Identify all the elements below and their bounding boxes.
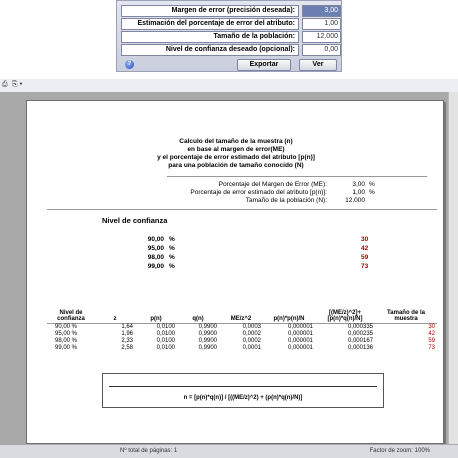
table-cell: 2,58 (121, 345, 133, 351)
table-row (47, 345, 437, 352)
view-button[interactable]: Ver (299, 59, 337, 71)
copy-dropdown-icon[interactable]: ⎘ ▾ (12, 81, 23, 88)
confidence-level-95: 95,00 (147, 245, 164, 252)
formula-box (102, 373, 384, 408)
table-cell: 0,0001 (242, 345, 261, 351)
table-cell: 73 (428, 345, 435, 351)
margin-error-label: Margen de error (precisión deseada): (121, 5, 299, 17)
sample-size-90: 30 (361, 236, 369, 243)
param-margin-unit: % (369, 181, 375, 188)
population-label: Tamaño de la población: (121, 31, 299, 43)
table-cell: 95,00 % (55, 331, 78, 337)
table-cell: 1,64 (121, 324, 133, 330)
confidence-level-90: 90,00 (147, 236, 164, 243)
table-cell: 99,00 % (55, 345, 78, 351)
error-percent-label: Estimación del porcentaje de error del atributo: (121, 18, 299, 30)
confidence-unit-99: % (169, 263, 175, 270)
confidence-unit-98: % (169, 254, 175, 261)
parameters-panel (116, 0, 342, 72)
table-row (47, 338, 437, 345)
col-header-sum: [(ME/z)^2]+ [p(n)*q(n)/N] (315, 309, 375, 324)
confidence-level-99: 99,00 (147, 263, 164, 270)
table-cell: 0,0002 (242, 338, 261, 344)
confidence-unit-95: % (169, 245, 175, 252)
table-cell: 42 (428, 331, 435, 337)
error-percent-input[interactable]: 1,00 (302, 18, 341, 30)
table-cell: 0,000136 (347, 345, 373, 351)
report-title-line-1: Calculo del tamaño de la muestra (n) (179, 138, 293, 145)
col-header-pn-pn-n: p(n)*p(n)/N (263, 309, 315, 324)
formula-text: n = [p(n)*q(n)] / [((ME/z)^2) + (p(n)*q(n)/N)] (183, 395, 303, 401)
table-row (47, 324, 437, 332)
vertical-scrollbar[interactable] (448, 92, 458, 444)
table-cell: 0,0002 (242, 331, 261, 337)
table-cell: 0,9900 (198, 338, 217, 344)
table-cell: 0,0100 (156, 345, 175, 351)
confidence-level-98: 98,00 (147, 254, 164, 261)
param-error-unit: % (369, 189, 375, 196)
export-button[interactable]: Exportar (237, 59, 291, 71)
sample-size-98: 59 (361, 254, 369, 261)
results-table (47, 309, 437, 352)
table-cell: 98,00 % (55, 338, 78, 344)
table-cell: 0,0100 (156, 338, 175, 344)
col-header-confidence: Nivel de confianza (47, 309, 95, 324)
table-cell: 90,00 % (55, 324, 78, 330)
table-cell: 0,000167 (347, 338, 373, 344)
col-header-pn: p(n) (135, 309, 177, 324)
table-cell: 0,9900 (198, 331, 217, 337)
table-cell: 0,000001 (287, 331, 313, 337)
confidence-heading: Nivel de confianza (102, 216, 168, 225)
sample-size-95: 42 (361, 245, 369, 252)
table-cell: 30 (428, 324, 435, 330)
col-header-me-z2: ME/z^2 (219, 309, 263, 324)
col-header-qn: q(n) (177, 309, 219, 324)
table-cell: 0,000235 (347, 331, 373, 337)
confidence-unit-90: % (169, 236, 175, 243)
zoom-factor-label: Factor de zoom: 100% (369, 448, 430, 454)
status-bar (0, 444, 458, 458)
table-cell: 0,000335 (347, 324, 373, 330)
param-margin-value: 3,00 (352, 181, 365, 188)
col-header-z: z (95, 309, 135, 324)
table-row (47, 331, 437, 338)
param-error-value: 1,00 (352, 189, 365, 196)
sample-size-99: 73 (361, 263, 369, 270)
help-icon[interactable]: ? (125, 60, 134, 69)
table-cell: 0,000001 (287, 345, 313, 351)
param-population-value: 12.000 (345, 197, 365, 204)
params-divider-top (167, 176, 427, 177)
param-population-label: Tamaño de la población (N): (245, 197, 327, 204)
table-cell: 0,9900 (198, 345, 217, 351)
confidence-input[interactable]: 0,00 (302, 44, 341, 56)
report-title-line-4: para una población de tamaño conocido (N) (168, 162, 304, 169)
params-divider-bottom (47, 209, 437, 210)
margin-error-input[interactable]: 3,00 (302, 5, 341, 17)
confidence-label: Nivel de confianza deseado (opcional): (121, 44, 299, 56)
table-cell: 0,9900 (198, 324, 217, 330)
col-header-sample-size: Tamaño de la muestra (375, 309, 437, 324)
table-cell: 0,000001 (287, 338, 313, 344)
viewer-toolbar (0, 79, 458, 92)
total-pages-label: Nº total de páginas: 1 (120, 448, 178, 454)
population-input[interactable]: 12.000 (302, 31, 341, 43)
table-cell: 0,0100 (156, 331, 175, 337)
print-icon[interactable]: ⎙ (2, 81, 8, 88)
formula-divider (109, 386, 377, 387)
report-title-line-3: y el porcentaje de error estimado del atributo [p(n)] (157, 154, 315, 161)
table-cell: 2,33 (121, 338, 133, 344)
table-cell: 1,96 (121, 331, 133, 337)
param-margin-label: Porcentaje del Margen de Error (ME): (218, 181, 327, 188)
report-page (26, 100, 444, 444)
param-error-label: Porcentaje de error estimado del atributo [p(n)]: (190, 189, 327, 196)
report-title-line-2: en base al margen de error(ME) (187, 146, 285, 153)
table-cell: 0,000001 (287, 324, 313, 330)
table-cell: 59 (428, 338, 435, 344)
table-header-row (47, 309, 437, 324)
table-cell: 0,0003 (242, 324, 261, 330)
table-cell: 0,0100 (156, 324, 175, 330)
